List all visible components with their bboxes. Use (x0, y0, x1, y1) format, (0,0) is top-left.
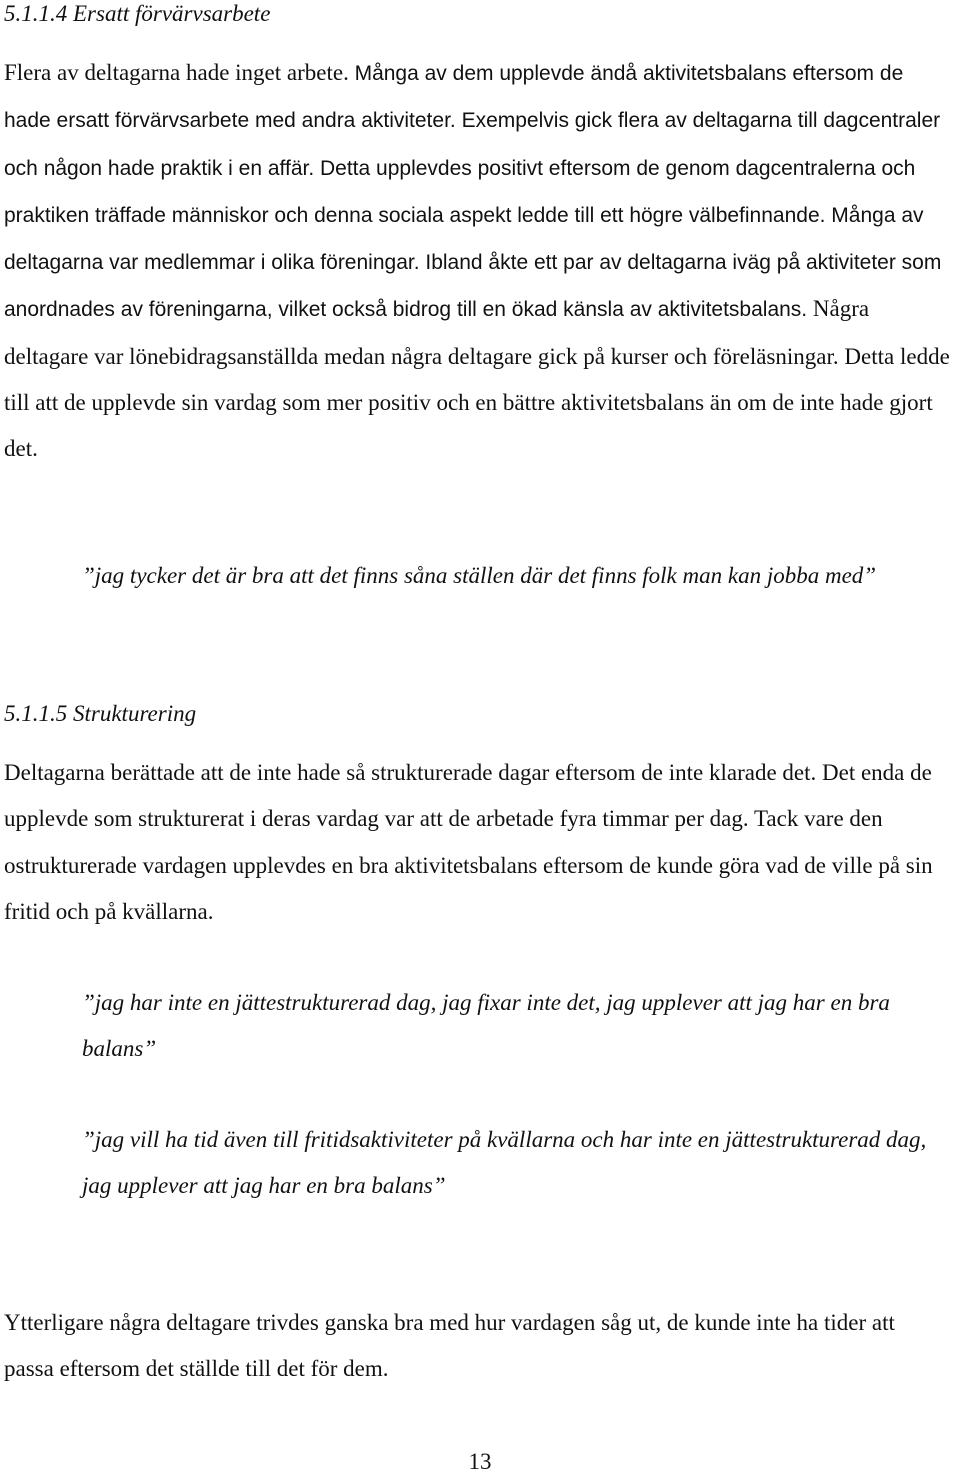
section-heading-strukturering: 5.1.1.5 Strukturering (4, 701, 197, 726)
body-paragraph: Ytterligare några deltagare trivdes ganska bra med hur vardagen såg ut, de kunde inte ha tider att passa eftersom det ställde till det för dem. (4, 1310, 895, 1382)
participant-quote: ”jag vill ha tid även till fritidsaktiviteter på kvällarna och har inte en jättestrukturerad dag, jag upplever att jag har en bra balans” (82, 1127, 927, 1198)
paragraph-sentence-sans: Många av dem upplevde ändå aktivitetsbalans eftersom de hade ersatt förvärvsarbete med andra aktiviteter. Exempelvis gick flera av deltagarna till dagcentraler och någon hade praktik i en affär. Detta upplevdes positivt eftersom de genom dagcentralerna och praktiken träffade människor och denna sociala aspekt ledde till ett högre välbefinnande. Många av deltagarna var medlemmar i olika föreningar. Ibland åkte ett par av deltagarna iväg på aktiviteter som anordnades av föreningarna, vilket också bidrog till en ökad känsla av aktivitetsbalans. (4, 62, 942, 322)
page-number: 13 (468, 1449, 492, 1474)
paragraph-sentence: Några deltagare var lönebidragsanställda medan några deltagare gick på kurser och föreläsningar. Detta ledde till att de upplevde sin vardag som mer positiv och en bättre aktivitetsbalans än om de inte hade gjort det. (4, 296, 950, 462)
section-heading-ersatt-forvarvsarbete: 5.1.1.4 Ersatt förvärvsarbete (4, 1, 271, 26)
participant-quote: ”jag tycker det är bra att det finns såna ställen där det finns folk man kan jobba med” (82, 563, 877, 588)
paragraph-sentence: Flera av deltagarna hade inget arbete. (4, 60, 349, 85)
body-paragraph (4, 50, 950, 473)
body-paragraph: Deltagarna berättade att de inte hade så strukturerade dagar eftersom de inte klarade det. Det enda de upplevde som strukturerat i deras vardag var att de arbetade fyra timmar per dag. Tack vare den ostrukturerade vardagen upplevdes en bra aktivitetsbalans eftersom de kunde göra vad de ville på sin fritid och på kvällarna. (4, 760, 933, 924)
participant-quote: ”jag har inte en jättestrukturerad dag, jag fixar inte det, jag upplever att jag har en bra balans” (82, 990, 890, 1061)
